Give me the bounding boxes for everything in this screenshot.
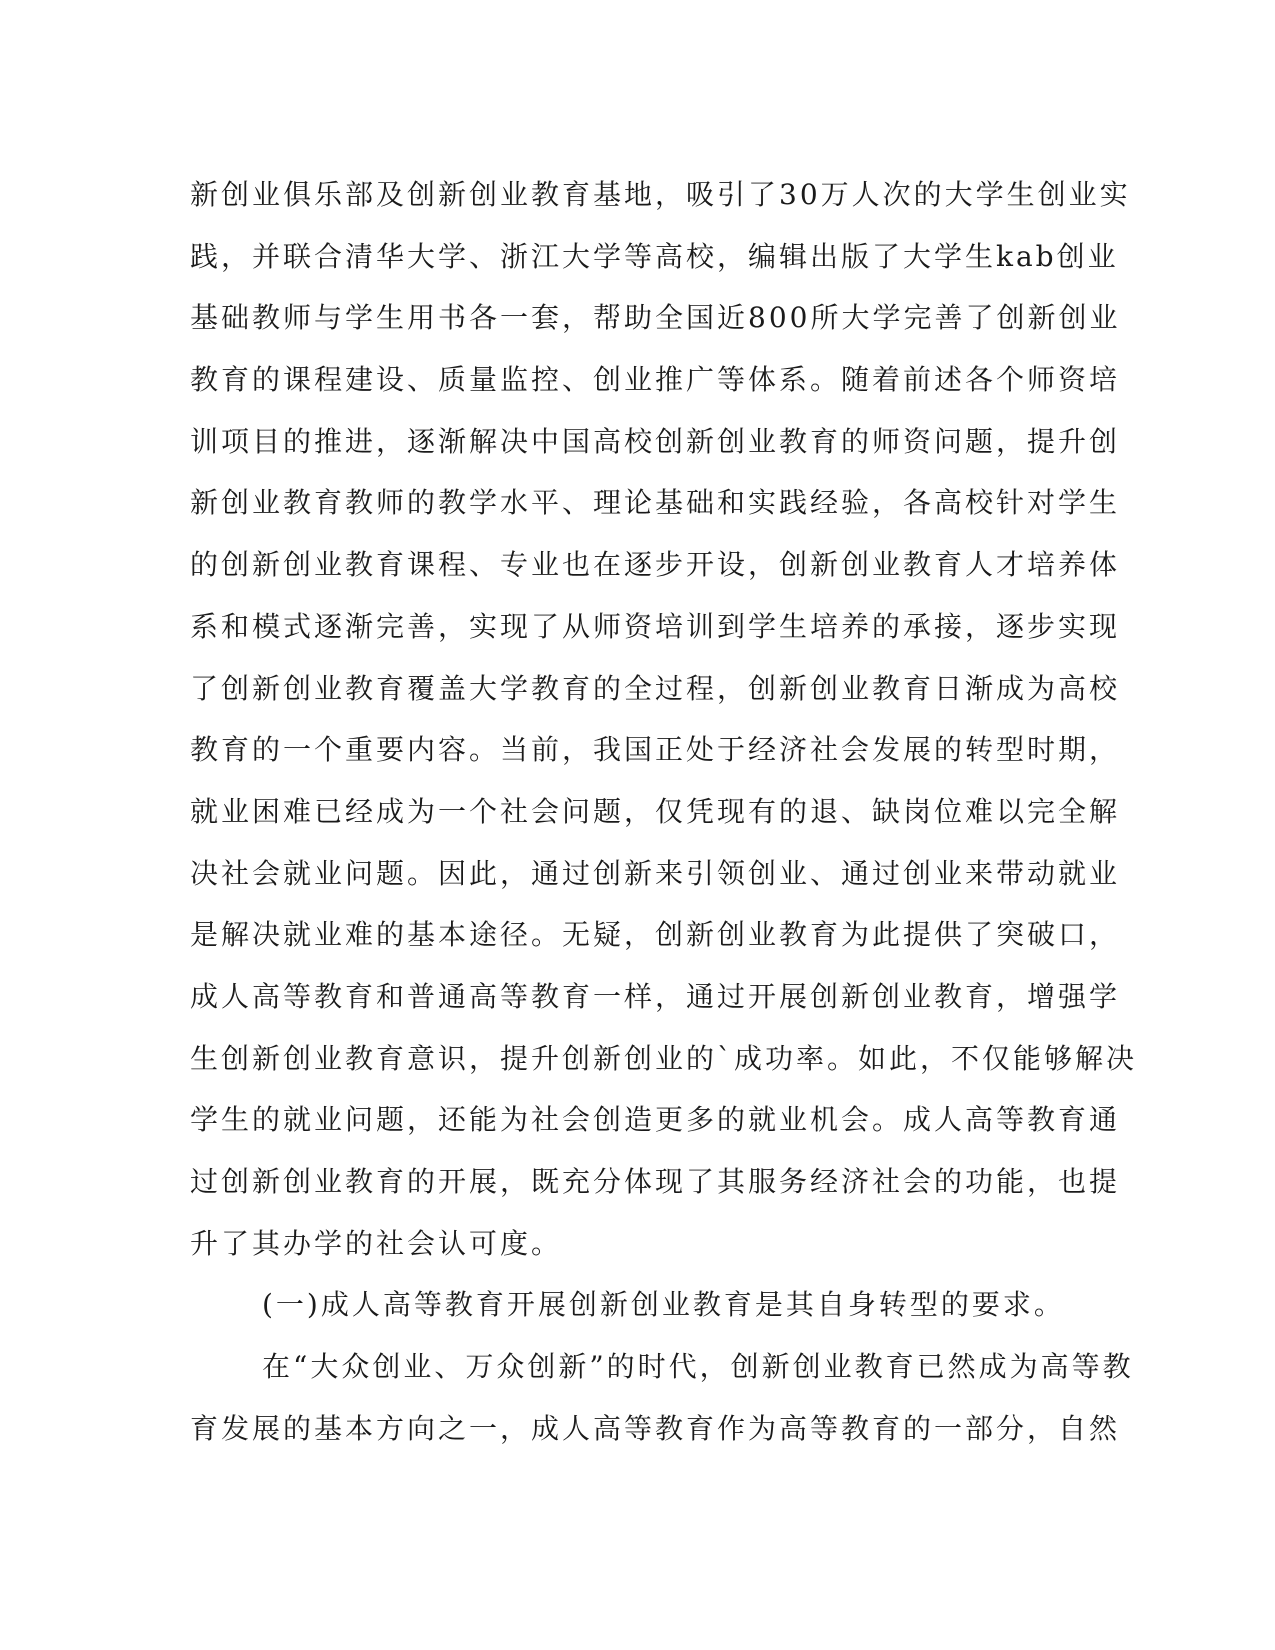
paragraph-start-line: 在“大众创业、万众创新”的时代，创新创业教育已然成为高等教 bbox=[262, 1350, 1134, 1384]
text-line: 践，并联合清华大学、浙江大学等高校，编辑出版了大学生kab创业 bbox=[190, 239, 1119, 273]
text-line: 就业困难已经成为一个社会问题，仅凭现有的退、缺岗位难以完全解 bbox=[190, 794, 1121, 828]
text-line: 决社会就业问题。因此，通过创新来引领创业、通过创业来带动就业 bbox=[190, 856, 1121, 890]
text-line: 系和模式逐渐完善，实现了从师资培训到学生培养的承接，逐步实现 bbox=[190, 609, 1121, 643]
body-text bbox=[190, 164, 1138, 1459]
text-line: 了创新创业教育覆盖大学教育的全过程，创新创业教育日渐成为高校 bbox=[190, 671, 1121, 705]
text-line: 升了其办学的社会认可度。 bbox=[190, 1226, 563, 1260]
text-line: 成人高等教育和普通高等教育一样，通过开展创新创业教育，增强学 bbox=[190, 979, 1121, 1013]
text-line: 过创新创业教育的开展，既充分体现了其服务经济社会的功能，也提 bbox=[190, 1165, 1121, 1198]
text-line: 育发展的基本方向之一，成人高等教育作为高等教育的一部分，自然 bbox=[190, 1411, 1121, 1445]
text-line: 生创新创业教育意识，提升创新创业的`成功率。如此，不仅能够解决 bbox=[190, 1041, 1138, 1075]
text-line: 训项目的推进，逐渐解决中国高校创新创业教育的师资问题，提升创 bbox=[190, 424, 1121, 458]
text-line: 的创新创业教育课程、专业也在逐步开设，创新创业教育人才培养体 bbox=[190, 548, 1121, 582]
text-line: 教育的一个重要内容。当前，我国正处于经济社会发展的转型时期， bbox=[190, 733, 1121, 767]
section-heading: (一)成人高等教育开展创新创业教育是其自身转型的要求。 bbox=[262, 1288, 1065, 1322]
text-line: 新创业俱乐部及创新创业教育基地，吸引了30万人次的大学生创业实 bbox=[190, 178, 1131, 211]
text-line: 是解决就业难的基本途径。无疑，创新创业教育为此提供了突破口， bbox=[190, 918, 1121, 952]
text-line: 新创业教育教师的教学水平、理论基础和实践经验，各高校针对学生 bbox=[190, 486, 1121, 520]
text-line: 学生的就业问题，还能为社会创造更多的就业机会。成人高等教育通 bbox=[190, 1103, 1121, 1137]
text-line: 教育的课程建设、质量监控、创业推广等体系。随着前述各个师资培 bbox=[190, 363, 1121, 397]
text-line: 基础教师与学生用书各一套，帮助全国近800所大学完善了创新创业 bbox=[190, 301, 1121, 335]
